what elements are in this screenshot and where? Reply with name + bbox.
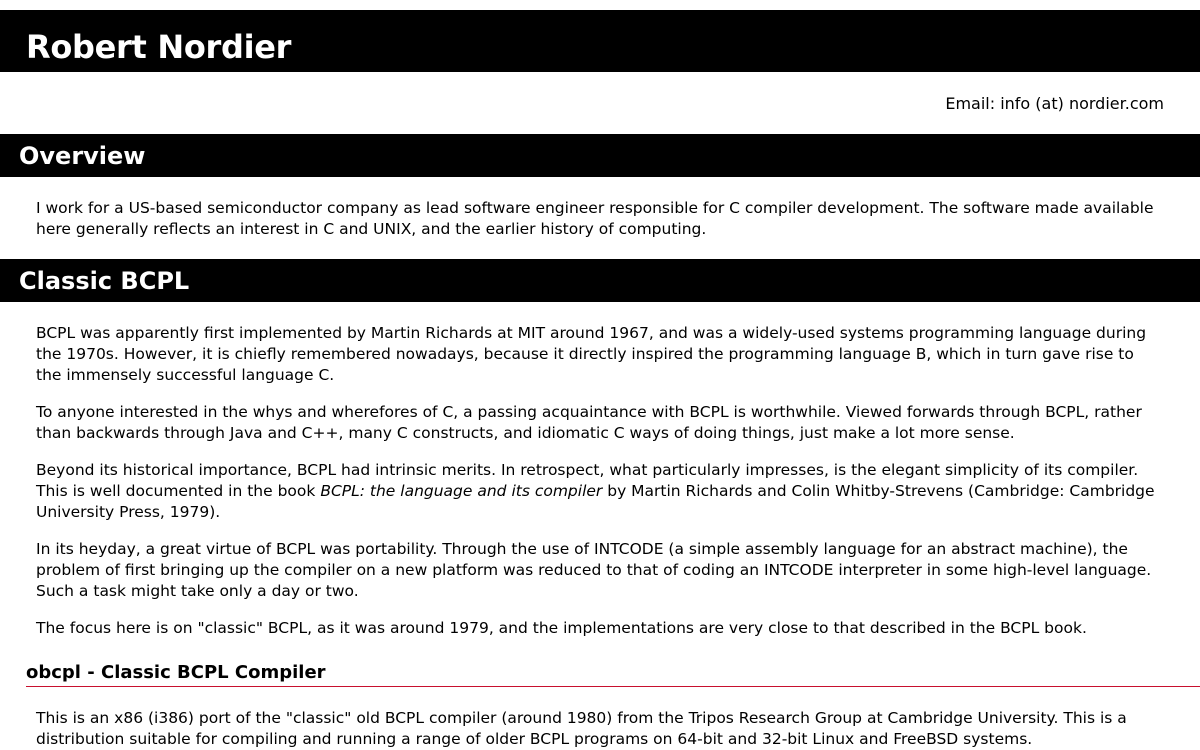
- overview-heading: Overview: [19, 142, 146, 170]
- overview-section-bar: [0, 134, 1200, 177]
- bcpl-book-title: BCPL: the language and its compiler: [320, 482, 603, 500]
- site-header: [0, 10, 1200, 72]
- bcpl-paragraph-portability: In its heyday, a great virtue of BCPL was portability. Through the use of INTCODE (a simple assembly language for an abstract machine), the problem of first bringing up the compiler on a new platform was reduced to that of coding an INTCODE interpreter in some high-level language. Such a task might take only a day or two.: [36, 540, 1152, 600]
- bcpl-merits-text-end: by Martin Richards and Colin Whitby-Strevens (Cambridge: Cambridge University Press, 1979).: [36, 482, 1155, 521]
- site-title: Robert Nordier: [26, 28, 292, 66]
- bcpl-paragraph-history: BCPL was apparently first implemented by Martin Richards at MIT around 1967, and was a widely-used systems programming language during the 1970s. However, it is chiefly remembered nowadays, because it directly inspired the programming language B, which in turn gave rise to the immensely successful language C.: [36, 324, 1147, 384]
- overview-paragraph: I work for a US-based semiconductor company as lead software engineer responsible for C compiler development. The software made available here generally reflects an interest in C and UNIX, and the earlier history of computing.: [36, 199, 1154, 238]
- classic-bcpl-section-bar: [0, 259, 1200, 302]
- bcpl-paragraph-merits: [36, 460, 1164, 523]
- obcpl-heading-rule: [26, 686, 1200, 687]
- contact-email: Email: info (at) nordier.com: [945, 94, 1164, 113]
- obcpl-heading: obcpl - Classic BCPL Compiler: [26, 662, 326, 683]
- bcpl-paragraph-c-relation: To anyone interested in the whys and wherefores of C, a passing acquaintance with BCPL is worthwhile. Viewed forwards through BCPL, rather than backwards through Java and C++, many C constructs, and idiomatic C ways of doing things, just make a lot more sense.: [36, 403, 1142, 442]
- classic-bcpl-heading: Classic BCPL: [19, 267, 190, 295]
- bcpl-merits-text-start: Beyond its historical importance, BCPL had intrinsic merits. In retrospect, what particularly impresses, is the elegant simplicity of its compiler. This is well documented in the book: [36, 461, 1139, 500]
- bcpl-paragraph-focus: The focus here is on "classic" BCPL, as it was around 1979, and the implementations are very close to that described in the BCPL book.: [36, 619, 1087, 637]
- obcpl-paragraph: This is an x86 (i386) port of the "classic" old BCPL compiler (around 1980) from the Tripos Research Group at Cambridge University. This is a distribution suitable for compiling and running a range of older BCPL programs on 64-bit and 32-bit Linux and FreeBSD systems.: [36, 709, 1127, 748]
